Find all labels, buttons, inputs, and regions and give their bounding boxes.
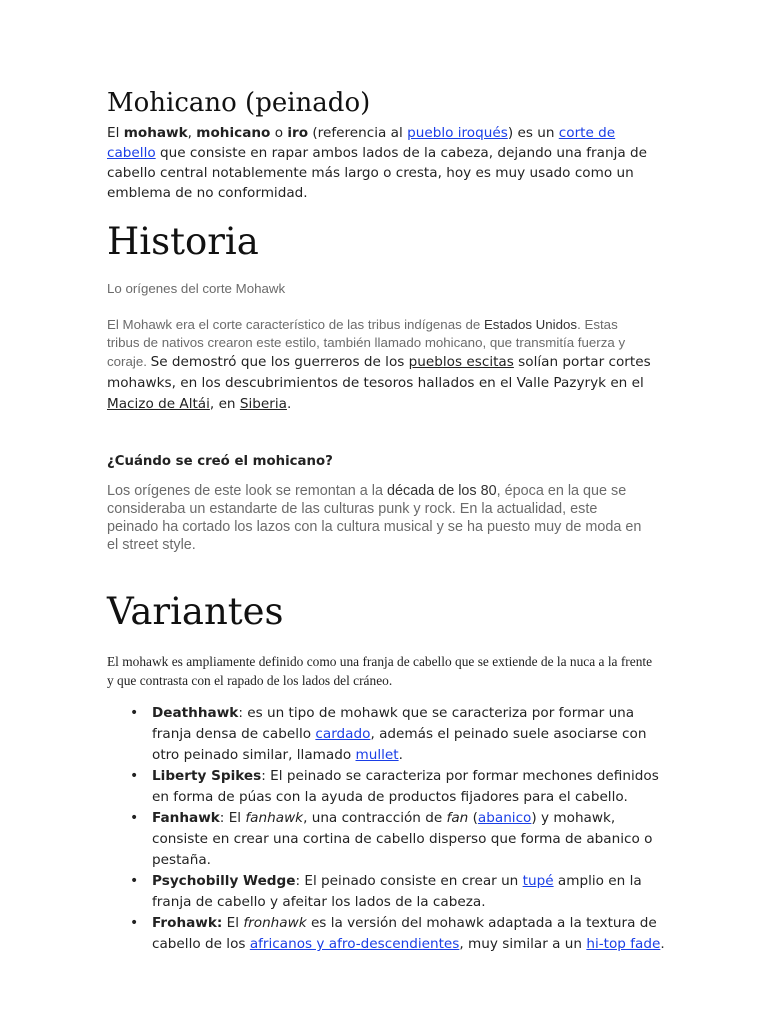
item-text: .	[398, 747, 403, 763]
variantes-list	[107, 703, 667, 955]
body-text: solían portar cortes mohawks, en los descubrimientos de tesoros hallados en el Valle Pazyryk en el	[107, 354, 651, 391]
item-text: ) y mohawk, consiste en crear una cortina de cabello disperso que forma de abanico o pestaña.	[152, 810, 653, 868]
link-mullet[interactable]: mullet	[355, 747, 399, 763]
item-text: : El peinado se caracteriza por formar mechones definidos en forma de púas con la ayuda de productos fijadores para el cabello.	[152, 768, 659, 805]
item-bold-label: Liberty Spikes	[152, 768, 262, 784]
link-africanos-y-afro-descendientes[interactable]: africanos y afro-descendientes	[249, 936, 460, 952]
item-text: amplio en la franja de cabello y afeitar los lados de la cabeza.	[152, 873, 642, 910]
intro-text: ) es un	[507, 125, 559, 141]
list-item	[130, 808, 667, 871]
variantes-paragraph: El mohawk es ampliamente definido como una franja de cabello que se extiende de la nuca a la frente y que contrasta con el rapado de los lados del cráneo.	[107, 654, 653, 688]
bullet-icon: •	[130, 915, 139, 931]
body-text: Se demostró que los guerreros de los	[150, 354, 409, 370]
page-title: Mohicano (peinado)	[107, 88, 371, 118]
question-heading: ¿Cuándo se creó el mohicano?	[107, 454, 333, 469]
intro-text: que consiste en rapar ambos lados de la cabeza, dejando una franja de cabello central notablemente más largo o cresta, hoy es muy usado como un emblema de no conformidad.	[107, 145, 647, 201]
link-pueblos-escitas[interactable]: pueblos escitas	[408, 354, 514, 370]
link-siberia[interactable]: Siberia	[239, 396, 287, 412]
grey-text: , época en la que se consideraba un estandarte de las culturas punk y rock. En la actualidad, este peinado ha cortado los lazos con la cultura musical y se ha puesto muy de moda en el street style.	[107, 483, 642, 553]
intro-bold-mohawk: mohawk	[123, 125, 188, 141]
item-text: : es un tipo de mohawk que se caracteriza por formar una franja densa de cabello	[152, 705, 635, 742]
historia-paragraph-2	[107, 482, 652, 554]
grey-text: . Estas tribus de nativos crearon este estilo, también llamado mohicano, que transmitía fuerza y coraje.	[107, 317, 626, 369]
historia-subtitle: Lo orígenes del corte Mohawk	[107, 281, 286, 296]
link-macizo-de-altai[interactable]: Macizo de Altái	[107, 396, 210, 412]
grey-text: Los orígenes de este look se remontan a la	[107, 483, 387, 499]
intro-paragraph	[107, 123, 667, 203]
item-text: .	[660, 936, 665, 952]
bullet-icon: •	[130, 810, 139, 826]
bullet-icon: •	[130, 768, 139, 784]
heading-historia: Historia	[107, 220, 259, 263]
item-text: , además el peinado suele asociarse con otro peinado similar, llamado	[152, 726, 647, 763]
item-text: El	[222, 915, 244, 931]
body-text: .	[286, 396, 292, 412]
historia-paragraph-1	[107, 316, 652, 415]
item-italic: fanhawk	[245, 810, 304, 826]
dark-text: década de los 80	[387, 483, 497, 499]
body-text: , en	[209, 396, 240, 412]
item-text: (	[468, 810, 478, 826]
item-bold-label: Fanhawk	[152, 810, 220, 826]
list-item	[130, 913, 667, 955]
heading-variantes: Variantes	[107, 590, 284, 633]
item-bold-label: Deathhawk	[152, 705, 239, 721]
item-bold-label: Frohawk:	[152, 915, 223, 931]
item-bold-label: Psychobilly Wedge	[152, 873, 296, 889]
item-text: es la versión del mohawk adaptada a la textura de cabello de los	[152, 915, 657, 952]
list-item	[130, 703, 667, 766]
link-pueblo-iroques[interactable]: pueblo iroqués	[407, 125, 508, 141]
bullet-icon: •	[130, 705, 139, 721]
intro-bold-iro: iro	[287, 125, 309, 141]
link-hi-top-fade[interactable]: hi-top fade	[586, 936, 661, 952]
grey-text: El Mohawk era el corte característico de las tribus indígenas de	[107, 317, 484, 332]
item-text: : El	[219, 810, 246, 826]
intro-text: (referencia al	[308, 125, 408, 141]
item-italic: fan	[446, 810, 469, 826]
link-tupe[interactable]: tupé	[522, 873, 554, 889]
intro-bold-mohicano: mohicano	[196, 125, 271, 141]
item-text: , muy similar a un	[459, 936, 587, 952]
link-cardado[interactable]: cardado	[315, 726, 371, 742]
link-abanico[interactable]: abanico	[477, 810, 532, 826]
bullet-icon: •	[130, 873, 139, 889]
link-corte-de-cabello[interactable]: corte de cabello	[107, 125, 616, 161]
list-item	[130, 766, 667, 808]
intro-text: ,	[187, 125, 197, 141]
intro-text: o	[270, 125, 288, 141]
item-italic: fronhawk	[243, 915, 307, 931]
list-item	[130, 871, 667, 913]
item-text: : El peinado consiste en crear un	[295, 873, 523, 889]
intro-text: El	[107, 125, 124, 141]
dark-text: Estados Unidos	[483, 317, 578, 332]
item-text: , una contracción de	[303, 810, 447, 826]
